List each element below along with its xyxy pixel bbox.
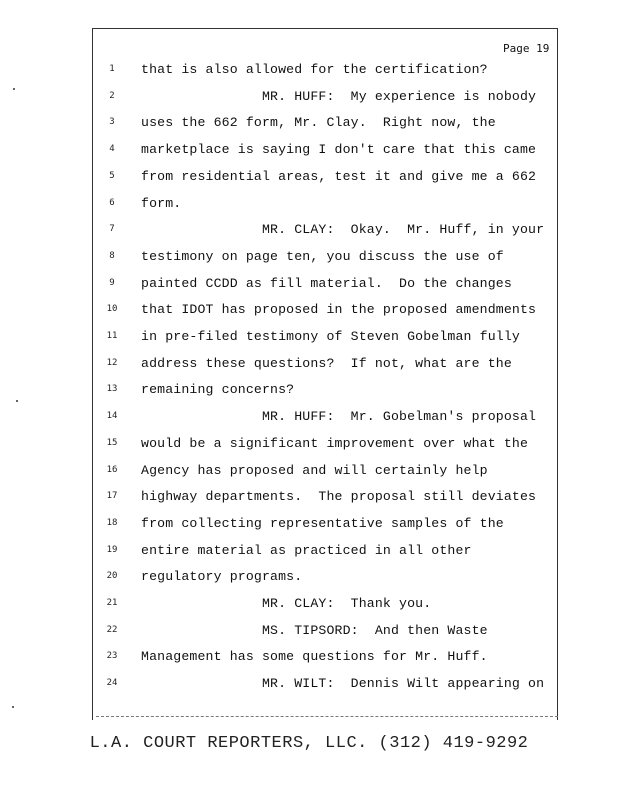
- transcript-line: highway departments. The proposal still deviates: [141, 489, 537, 504]
- transcript-line: Management has some questions for Mr. Huff.: [141, 649, 488, 664]
- transcript-line: uses the 662 form, Mr. Clay. Right now, the: [141, 115, 496, 130]
- transcript-line: MR. HUFF: My experience is nobody: [141, 89, 537, 104]
- line-number: 24: [106, 678, 118, 688]
- page-number: Page 19: [503, 42, 550, 55]
- transcript-line: MS. TIPSORD: And then Waste: [141, 623, 488, 638]
- transcript-line: entire material as practiced in all other: [141, 543, 472, 558]
- transcript-line: would be a significant improvement over what the: [141, 436, 529, 451]
- transcript-line: Agency has proposed and will certainly help: [141, 463, 488, 478]
- line-number: 7: [109, 224, 115, 234]
- transcript-line: MR. HUFF: Mr. Gobelman's proposal: [141, 409, 537, 424]
- line-number: 10: [106, 304, 118, 314]
- transcript-line: in pre-filed testimony of Steven Gobelman fully: [141, 329, 520, 344]
- line-number: 20: [106, 571, 118, 581]
- transcript-line: from collecting representative samples of the: [141, 516, 504, 531]
- transcript-line: marketplace is saying I don't care that this came: [141, 142, 537, 157]
- line-number: 19: [106, 545, 118, 555]
- line-number: 11: [106, 331, 118, 341]
- line-number: 13: [106, 384, 118, 394]
- line-number: 5: [109, 171, 115, 181]
- transcript-line: MR. CLAY: Thank you.: [141, 596, 432, 611]
- transcript-line: MR. CLAY: Okay. Mr. Huff, in your: [141, 222, 545, 237]
- line-number: 12: [106, 358, 118, 368]
- transcript-line: painted CCDD as fill material. Do the changes: [141, 276, 512, 291]
- line-number: 21: [106, 598, 118, 608]
- line-number: 22: [106, 625, 118, 635]
- scan-speck: [13, 88, 15, 90]
- line-number: 6: [109, 198, 115, 208]
- page-border: [92, 28, 558, 720]
- line-number: 15: [106, 438, 118, 448]
- transcript-line: form.: [141, 196, 182, 211]
- line-number: 18: [106, 518, 118, 528]
- scan-speck: [12, 706, 14, 708]
- transcript-line: regulatory programs.: [141, 569, 303, 584]
- transcript-line: address these questions? If not, what are the: [141, 356, 512, 371]
- line-number: 8: [109, 251, 115, 261]
- transcript-line: MR. WILT: Dennis Wilt appearing on: [141, 676, 545, 691]
- line-number: 1: [109, 64, 115, 74]
- line-number: 4: [109, 144, 115, 154]
- line-number: 3: [109, 117, 115, 127]
- transcript-line: testimony on page ten, you discuss the use of: [141, 249, 504, 264]
- transcript-line: remaining concerns?: [141, 382, 295, 397]
- transcript-line: from residential areas, test it and give me a 662: [141, 169, 537, 184]
- line-number: 14: [106, 411, 118, 421]
- line-number: 2: [109, 91, 115, 101]
- bottom-rule: [96, 716, 558, 717]
- line-number: 17: [106, 491, 118, 501]
- line-number: 9: [109, 278, 115, 288]
- transcript-line: that IDOT has proposed in the proposed amendments: [141, 302, 537, 317]
- line-number: 16: [106, 465, 118, 475]
- court-reporter-footer: L.A. COURT REPORTERS, LLC. (312) 419-9292: [89, 734, 529, 753]
- line-number: 23: [106, 651, 118, 661]
- scan-speck: [16, 400, 18, 402]
- transcript-line: that is also allowed for the certification?: [141, 62, 488, 77]
